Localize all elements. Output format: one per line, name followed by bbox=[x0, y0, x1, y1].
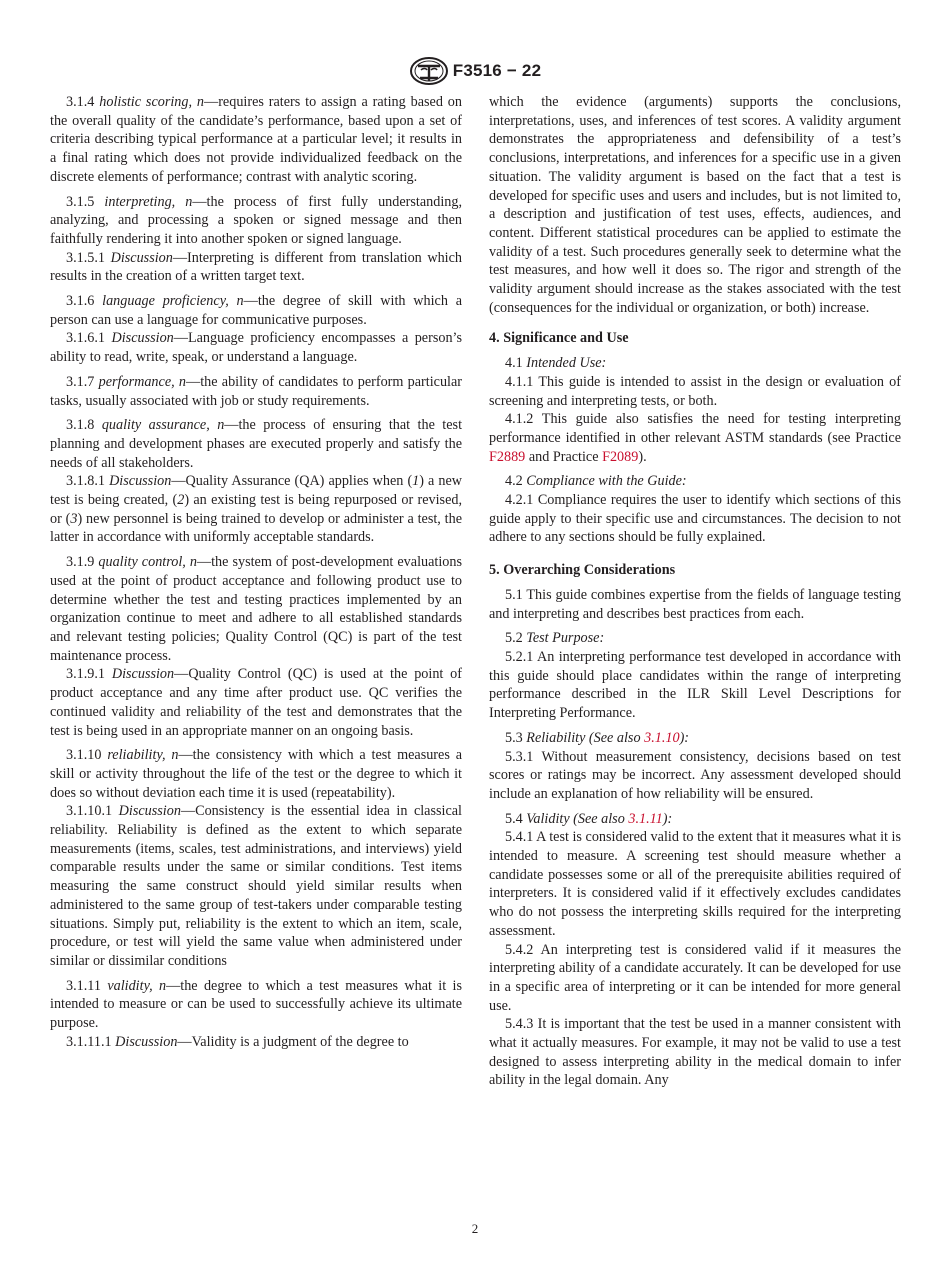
definition-3-1-11: 3.1.11 validity, n—the degree to which a test measures what it is intended to measure or can be used to successfully achieve its ultimate purpose. bbox=[50, 977, 463, 1032]
discussion-3-1-5-1: 3.1.5.1 Discussion—Interpreting is different from translation which results in the creation of a written target text. bbox=[50, 249, 462, 285]
clause-4-1: 4.1 Intended Use: bbox=[505, 355, 607, 372]
right-column bbox=[489, 93, 901, 1090]
reference-link-3-1-10[interactable]: 3.1.10 bbox=[644, 729, 680, 746]
discussion-3-1-8-1: 3.1.8.1 Discussion—Quality Assurance (QA) applies when (1) a new test is being created, (2) an existing test is being repurposed or revised, or (3) new personnel is being trained to develop or administer a test, the latter in accordance with uniformly acceptable standards. bbox=[50, 473, 463, 546]
clause-5-2-1: 5.2.1 An interpreting performance test developed in accordance with this guide should place candidates within the range of interpreting performance described in the ILR Skill Level Descriptions for Interpreting Performance. bbox=[489, 648, 901, 722]
definition-3-1-6: 3.1.6 language proficiency, n—the degree of skill with which a person can use a language for communicative purposes. bbox=[50, 293, 462, 328]
page-header bbox=[0, 56, 950, 86]
section-heading-4: 4. Significance and Use bbox=[489, 330, 629, 347]
clause-5-4-1: 5.4.1 A test is considered valid to the extent that it measures what it is intended to measure. A screening test should measure whether a candidate possesses some or all of the prerequisite abilities required of interpreters. It is considered valid if it effectively excludes candidates who do not possess the interpreting skills required for the interpreting assessment. bbox=[489, 829, 901, 939]
discussion-3-1-9-1: 3.1.9.1 Discussion—Quality Control (QC) is used at the point of product acceptance and any time after product use. QC verifies the continued validity and reliability of the test and demonstrates that the test is being used in an appropriate manner on an ongoing basis. bbox=[50, 666, 462, 739]
reference-link-f2089[interactable]: F2089 bbox=[602, 448, 639, 465]
definition-3-1-8: 3.1.8 quality assurance, n—the process of ensuring that the test planning and development phases are executed properly and satisfy the needs of all stakeholders. bbox=[50, 417, 463, 471]
clause-5-4-2: 5.4.2 An interpreting test is considered valid if it measures the interpreting ability of a candidate accurately. It can be developed for use in a specific area of interpreting or it can be intended for more general use. bbox=[489, 941, 901, 1014]
clause-5-3-1: 5.3.1 Without measurement consistency, decisions based on test scores or ratings may be incorrect. Any assessment developed should include an explanation of how reliability will be ensured. bbox=[489, 748, 902, 802]
discussion-3-1-10-1: 3.1.10.1 Discussion—Consistency is the essential idea in classical reliability. Reliability is defined as the extent to which separate measurements (items, scales, test administrations, and interviews) yield comparable results under the same or similar conditions. Test items measuring the same construct should yield similar results when administered to the same group of test-takers under comparable testing situations. Simply put, reliability is the extent to which an item, scale, procedure, or test will yield the same value when administered under similar or dissimilar conditions bbox=[50, 803, 462, 969]
section-heading-5: 5. Overarching Considerations bbox=[489, 562, 676, 579]
discussion-3-1-6-1: 3.1.6.1 Discussion—Language proficiency encompasses a person’s ability to read, write, speak, or understand a language. bbox=[50, 330, 462, 366]
left-column bbox=[50, 93, 462, 1051]
page-number: 2 bbox=[471, 1221, 479, 1236]
definition-3-1-10: 3.1.10 reliability, n—the consistency with which a test measures a skill or activity throughout the life of the test or the degree to which it does so without deviation each time it is used (repeatability). bbox=[50, 747, 462, 801]
definition-3-1-4: 3.1.4 holistic scoring, n—requires raters to assign a rating based on the overall quality of the candidate’s performance, based upon a set of criteria describing typical performance at a particular level; it results in a final rating which does not provide individualized feedback on the discrete elements of performance; contrast with analytic scoring. bbox=[50, 94, 462, 185]
clause-4-1-2: 4.1.2 This guide also satisfies the need for testing interpreting performance identified in other relevant ASTM standards (see Practice F2889 and Practice F2089). bbox=[489, 411, 901, 465]
clause-4-2-1: 4.2.1 Compliance requires the user to identify which sections of this guide apply to their specific use and circumstances. The decision to not adhere to any sections should be fully explained. bbox=[489, 492, 902, 546]
definition-3-1-9: 3.1.9 quality control, n—the system of post-development evaluations used at the point of product acceptance and following product use to determine whether the test and testing practices implemented by an organization continue to meet and adhere to all established standards and relevant testing policies; Quality Control (QC) is part of the test maintenance process. bbox=[50, 554, 462, 664]
clause-4-1-1: 4.1.1 This guide is intended to assist in the design or evaluation of screening and interpreting tests, or both. bbox=[489, 373, 901, 409]
clause-5-2: 5.2 Test Purpose: bbox=[505, 630, 605, 647]
clause-5-4-3: 5.4.3 It is important that the test be used in a manner consistent with what it actually measures. For example, it may not be valid to use a test designed to assess interpreting ability in the medical domain to infer ability in the legal domain. Any bbox=[489, 1016, 901, 1089]
clause-5-4: 5.4 Validity (See also 3.1.11): bbox=[505, 810, 673, 827]
reference-link-3-1-11[interactable]: 3.1.11 bbox=[628, 810, 663, 827]
clause-5-3: 5.3 Reliability (See also 3.1.10): bbox=[505, 729, 690, 746]
reference-link-f2889[interactable]: F2889 bbox=[489, 448, 526, 465]
continued-paragraph: which the evidence (arguments) supports the conclusions, interpretations, uses, and inferences of test scores. A validity argument demonstrates the appropriateness and defensibility of a test’s conclusions, interpretations, and inferences for a specific use in a given situation. The validity argument is based on the fact that a test is developed for specific uses and users and includes, but is not limited to, a description and justification of test uses, effects, audiences, and content. Different statistical procedures can be applied to estimate the validity of a test. Such procedures generally seek to determine what the test measures, and how well it does so. The rigor and strength of the validity argument should increase as the stakes associated with the test (consequences for the individual or organization, or both) increase. bbox=[489, 94, 901, 316]
definition-3-1-7: 3.1.7 performance, n—the ability of candidates to perform particular tasks, usually associated with job or study requirements. bbox=[50, 373, 463, 409]
clause-4-2: 4.2 Compliance with the Guide: bbox=[505, 473, 687, 490]
definition-3-1-5: 3.1.5 interpreting, n—the process of first fully understanding, analyzing, and processing a spoken or signed message and then faithfully rendering it into another spoken or signed language. bbox=[50, 193, 463, 247]
astm-logo-icon bbox=[409, 56, 449, 86]
discussion-3-1-11-1: 3.1.11.1 Discussion—Validity is a judgment of the degree to bbox=[66, 1033, 409, 1050]
clause-5-1: 5.1 This guide combines expertise from the fields of language testing and interpreting and describes best practices from each. bbox=[489, 586, 901, 622]
standard-designation: F3516 − 22 bbox=[452, 61, 542, 80]
